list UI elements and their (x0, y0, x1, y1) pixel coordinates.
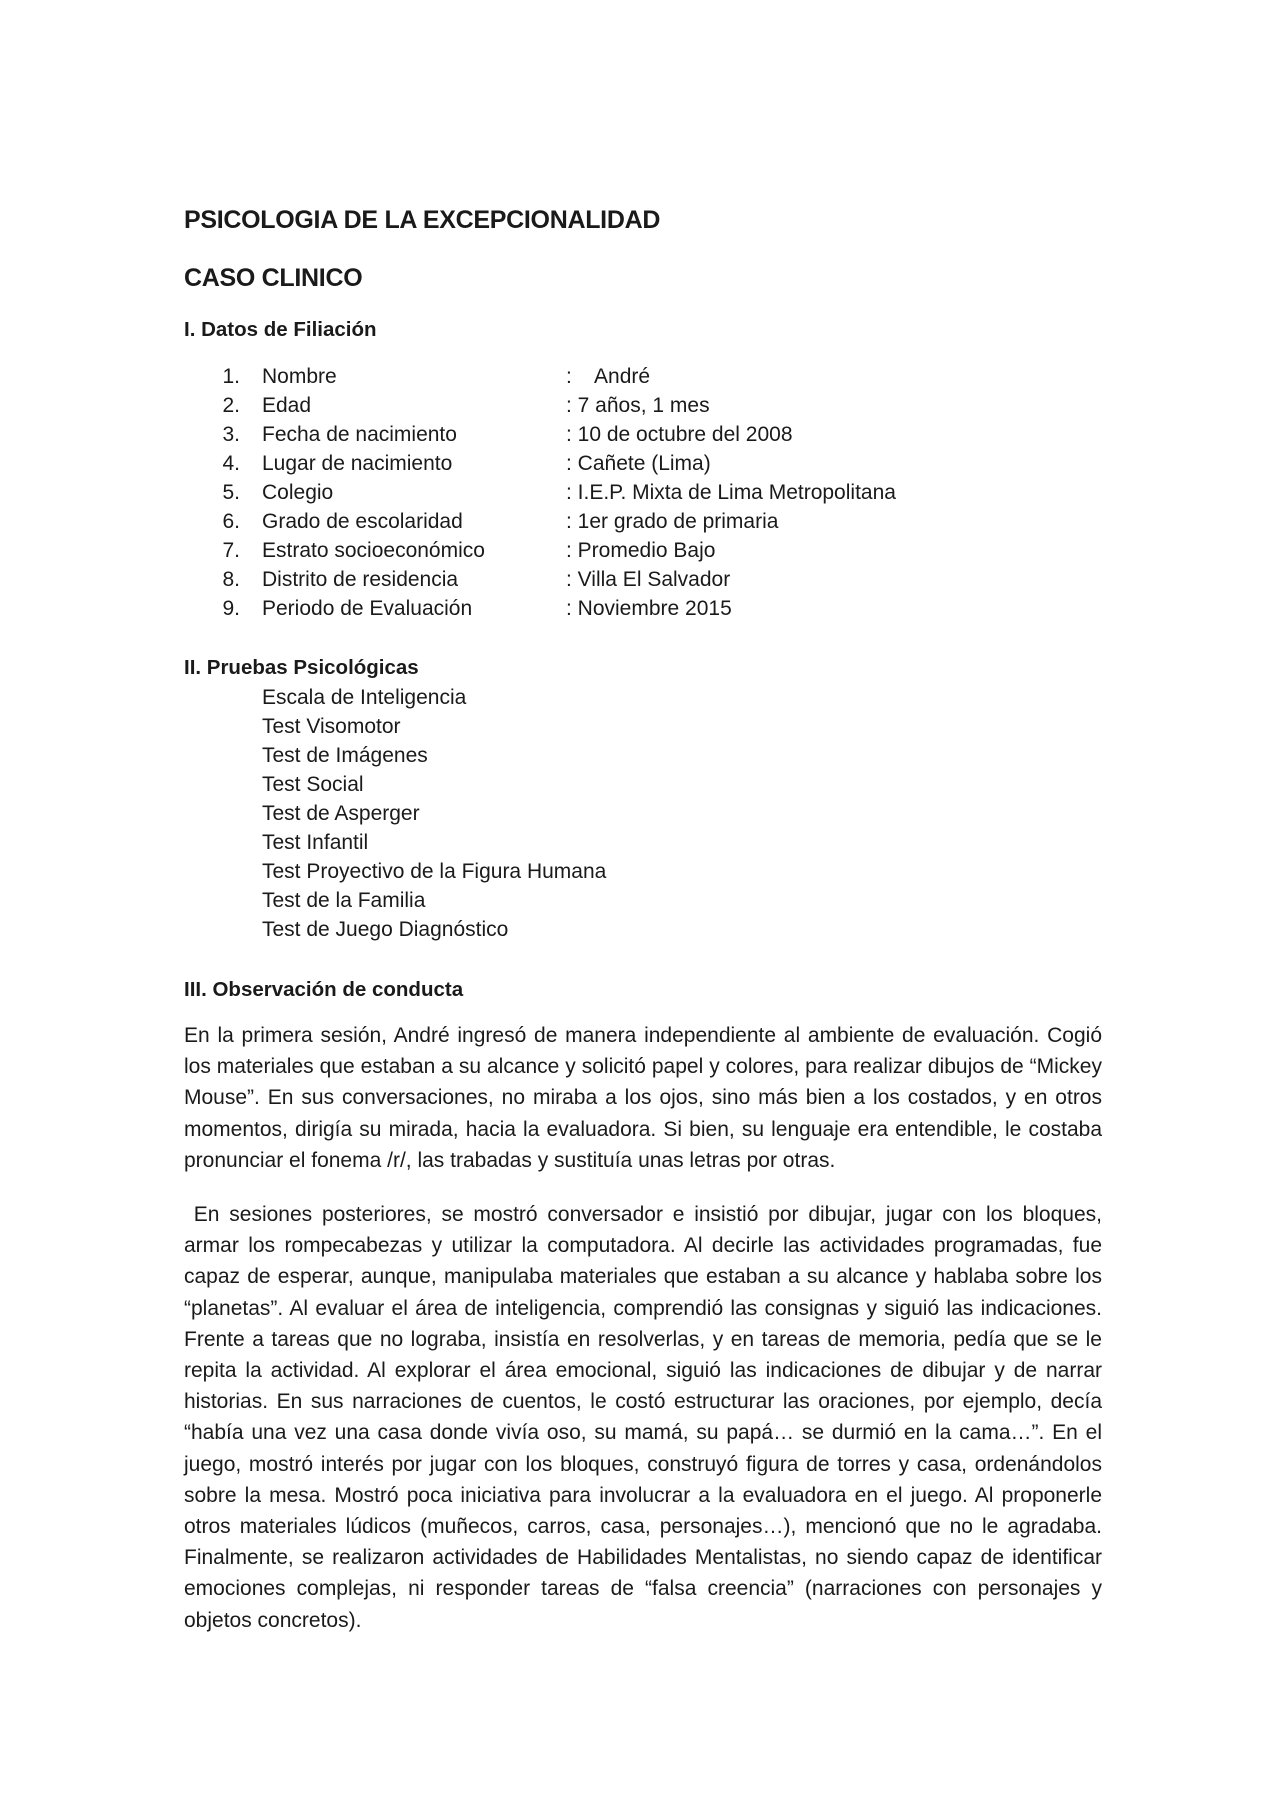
item-value: : Cañete (Lima) (566, 452, 711, 475)
item-number: 4. (222, 452, 240, 475)
item-label: Nombre (262, 365, 337, 388)
list-item: Test de la Familia (262, 889, 426, 912)
section-heading-observacion: III. Observación de conducta (184, 978, 464, 1001)
item-value: : 7 años, 1 mes (566, 394, 710, 417)
item-label: Fecha de nacimiento (262, 423, 457, 446)
list-item: Test de Asperger (262, 802, 420, 825)
item-value: : Villa El Salvador (566, 568, 731, 591)
list-item: Test Social (262, 773, 364, 796)
item-number: 3. (222, 423, 240, 446)
item-number: 1. (222, 365, 240, 388)
list-item (184, 597, 1102, 626)
list-item (184, 568, 1102, 597)
document-title: PSICOLOGIA DE LA EXCEPCIONALIDAD (184, 206, 661, 234)
item-label: Periodo de Evaluación (262, 597, 473, 620)
item-value: : 1er grado de primaria (566, 510, 779, 533)
item-label: Edad (262, 394, 312, 417)
filiacion-list (184, 365, 1102, 626)
item-number: 7. (222, 539, 240, 562)
list-item: Test de Juego Diagnóstico (262, 918, 509, 941)
list-item (184, 365, 1102, 394)
list-item: Test Proyectivo de la Figura Humana (262, 860, 607, 883)
item-label: Lugar de nacimiento (262, 452, 453, 475)
item-number: 9. (222, 597, 240, 620)
section-heading-filiacion: I. Datos de Filiación (184, 318, 377, 341)
list-item (184, 452, 1102, 481)
item-number: 5. (222, 481, 240, 504)
observation-paragraph-1: En la primera sesión, André ingresó de manera independiente al ambiente de evaluación. Cogió los materiales que estaban a su alcance y solicitó papel y colores, para realizar dibujos de “Mickey Mouse”. En sus conversaciones, no miraba a los ojos, sino más bien a los costados, y en otros momentos, dirigía su mirada, hacia la evaluadora. Si bien, su lenguaje era entendible, le costaba pronunciar el fonema /r/, las trabadas y sustituía unas letras por otras. (184, 1024, 1102, 1172)
item-label: Colegio (262, 481, 334, 504)
section-heading-pruebas: II. Pruebas Psicológicas (184, 656, 419, 679)
document-subtitle: CASO CLINICO (184, 264, 363, 292)
list-item: Test de Imágenes (262, 744, 428, 767)
item-number: 2. (222, 394, 240, 417)
list-item: Test Infantil (262, 831, 369, 854)
item-label: Distrito de residencia (262, 568, 459, 591)
list-item: Escala de Inteligencia (262, 686, 467, 709)
list-item: Test Visomotor (262, 715, 401, 738)
item-value: : Noviembre 2015 (566, 597, 732, 620)
item-value: : 10 de octubre del 2008 (566, 423, 793, 446)
item-number: 6. (222, 510, 240, 533)
item-label: Estrato socioeconómico (262, 539, 485, 562)
list-item (184, 394, 1102, 423)
observation-paragraph-2: En sesiones posteriores, se mostró conversador e insistió por dibujar, jugar con los bloques, armar los rompecabezas y utilizar la computadora. Al decirle las actividades programadas, fue capaz de esperar, aunque, manipulaba materiales que estaban a su alcance y hablaba sobre los “planetas”. Al evaluar el área de inteligencia, comprendió las consignas y siguió las indicaciones. Frente a tareas que no lograba, insistía en resolverlas, y en tareas de memoria, pedía que se le repita la actividad. Al explorar el área emocional, siguió las indicaciones de dibujar y de narrar historias. En sus narraciones de cuentos, le costó estructurar las oraciones, por ejemplo, decía “había una vez una casa donde vivía oso, su mamá, su papá… se durmió en la cama…”. En el juego, mostró interés por jugar con los bloques, construyó figura de torres y casa, ordenándolos sobre la mesa. Mostró poca iniciativa para involucrar a la evaluadora en el juego. Al proponerle otros materiales lúdicos (muñecos, carros, casa, personajes…), mencionó que no le agradaba. Finalmente, se realizaron actividades de Habilidades Mentalistas, no siendo capaz de identificar emociones complejas, ni responder tareas de “falsa creencia” (narraciones con personajes y objetos concretos). (184, 1203, 1108, 1632)
list-item (184, 539, 1102, 568)
list-item (184, 510, 1102, 539)
list-item (184, 423, 1102, 452)
item-value: : Promedio Bajo (566, 539, 716, 562)
item-value: : I.E.P. Mixta de Lima Metropolitana (566, 481, 896, 504)
list-item (184, 481, 1102, 510)
item-number: 8. (222, 568, 240, 591)
item-value: : André (566, 365, 651, 388)
item-label: Grado de escolaridad (262, 510, 463, 533)
tests-list (262, 686, 606, 947)
